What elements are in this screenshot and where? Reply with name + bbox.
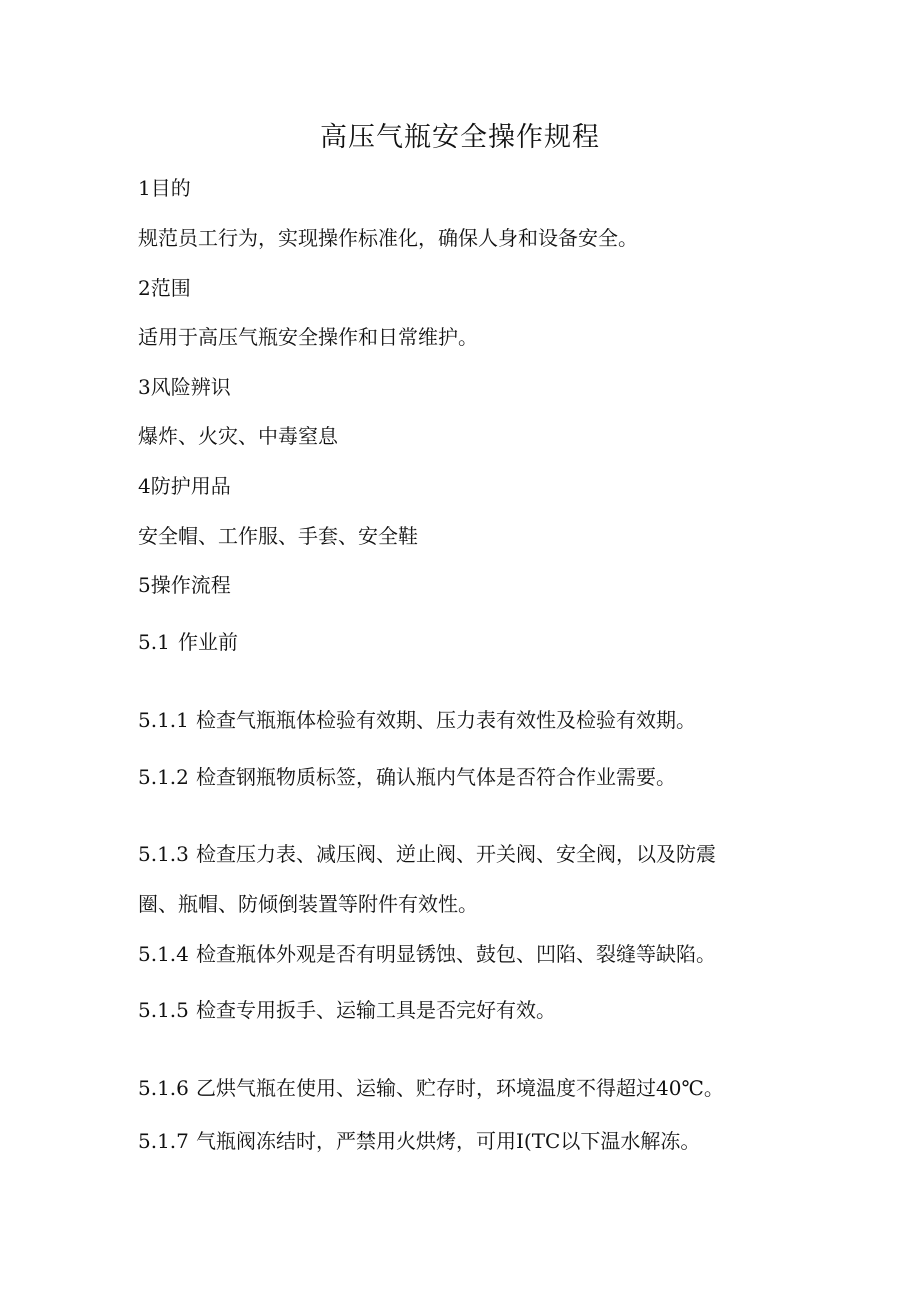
section-heading-ppe: 4防护用品 bbox=[138, 474, 231, 498]
list-item bbox=[138, 995, 556, 1025]
list-item bbox=[138, 839, 716, 869]
item-number: 5.1.4 bbox=[138, 942, 189, 966]
section-text-ppe: 安全帽、工作服、手套、安全鞋 bbox=[138, 524, 418, 548]
section-text-purpose: 规范员工行为，实现操作标准化，确保人身和设备安全。 bbox=[138, 226, 638, 250]
item-number: 5.1.3 bbox=[138, 842, 189, 866]
list-item bbox=[138, 1073, 724, 1103]
section-heading-procedure: 5操作流程 bbox=[138, 573, 231, 597]
item-number: 5.1.1 bbox=[138, 708, 189, 732]
list-item bbox=[138, 705, 696, 735]
item-text: 检查压力表、减压阀、逆止阀、开关阀、安全阀，以及防震 bbox=[196, 842, 716, 866]
item-text: 检查气瓶瓶体检验有效期、压力表有效性及检验有效期。 bbox=[196, 708, 696, 732]
item-number: 5.1.5 bbox=[138, 998, 189, 1022]
section-heading-scope: 2范围 bbox=[138, 276, 191, 300]
item-number: 5.1.2 bbox=[138, 765, 189, 789]
subsection-title: 作业前 bbox=[178, 630, 238, 654]
item-text: 乙烘气瓶在使用、运输、贮存时，环境温度不得超过40℃。 bbox=[196, 1076, 724, 1100]
item-text: 检查专用扳手、运输工具是否完好有效。 bbox=[196, 998, 556, 1022]
item-text: 检查瓶体外观是否有明显锈蚀、鼓包、凹陷、裂缝等缺陷。 bbox=[196, 942, 716, 966]
item-text: 检查钢瓶物质标签，确认瓶内气体是否符合作业需要。 bbox=[196, 765, 676, 789]
subsection-heading bbox=[138, 627, 238, 657]
item-text-continuation: 圈、瓶帽、防倾倒装置等附件有效性。 bbox=[138, 892, 478, 916]
item-text: 气瓶阀冻结时，严禁用火烘烤，可用I(TC以下温水解冻。 bbox=[196, 1129, 701, 1153]
list-item bbox=[138, 939, 716, 969]
item-number: 5.1.7 bbox=[138, 1129, 189, 1153]
document-title: 高压气瓶安全操作规程 bbox=[320, 122, 600, 153]
list-item bbox=[138, 1126, 700, 1156]
section-heading-risk: 3风险辨识 bbox=[138, 375, 231, 399]
section-text-risk: 爆炸、火灾、中毒窒息 bbox=[138, 424, 338, 448]
section-text-scope: 适用于高压气瓶安全操作和日常维护。 bbox=[138, 325, 478, 349]
subsection-number: 5.1 bbox=[138, 630, 170, 654]
item-number: 5.1.6 bbox=[138, 1076, 189, 1100]
section-heading-purpose: 1目的 bbox=[138, 176, 191, 200]
list-item bbox=[138, 762, 676, 792]
